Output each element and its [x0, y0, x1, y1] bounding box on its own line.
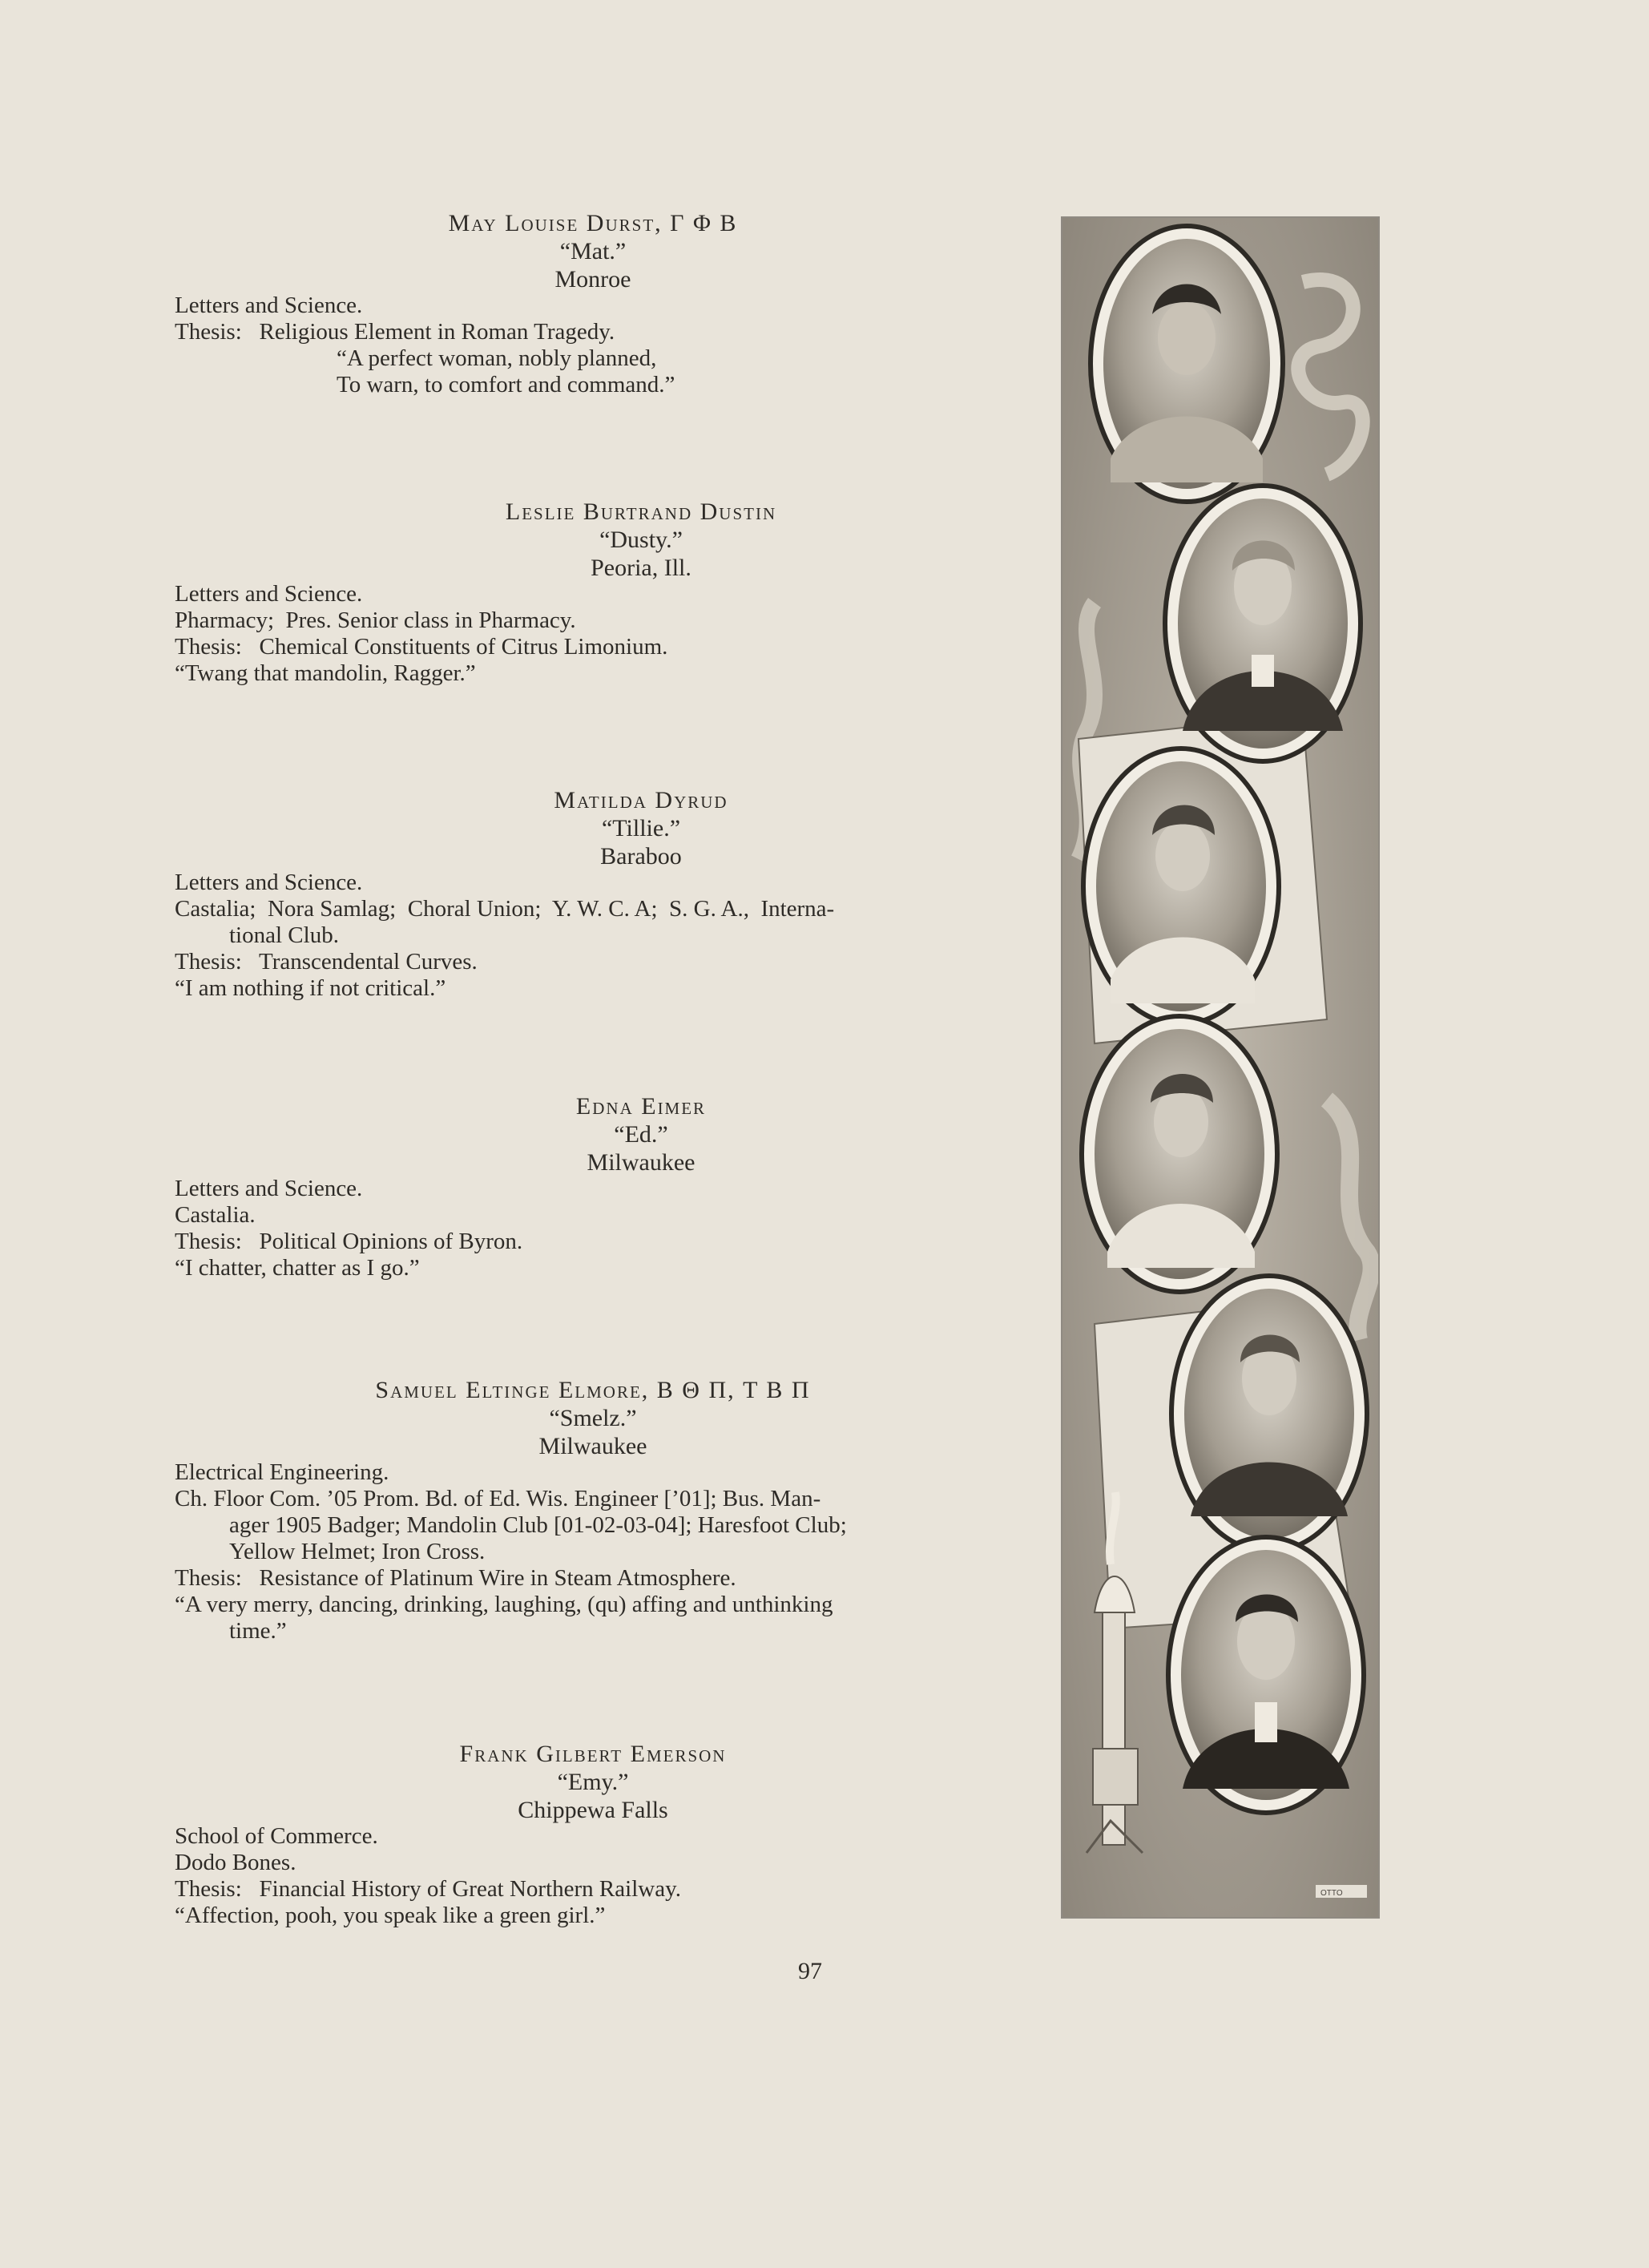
portrait-man-1 [1165, 486, 1361, 761]
entry-line: Pharmacy; Pres. Senior class in Pharmacy. [175, 607, 576, 633]
quote-line: “A perfect woman, nobly planned, [337, 345, 657, 371]
entry-line: Letters and Science. [175, 1176, 363, 1201]
page-number-text: 97 [798, 1958, 822, 1984]
entry-dyrud [175, 787, 1016, 1002]
entry-line: Letters and Science. [175, 293, 363, 318]
artist-signature: OTTO [1320, 1889, 1343, 1898]
nickname: “Dusty.” [599, 527, 683, 553]
nickname: “Tillie.” [601, 815, 681, 841]
student-name: Samuel Eltinge Elmore, B Θ Π, T B Π [375, 1377, 811, 1403]
quote-line: To warn, to comfort and command.” [337, 372, 675, 398]
student-name: Edna Eimer [575, 1093, 707, 1120]
student-name: Leslie Burtrand Dustin [505, 498, 777, 525]
entry-line: Thesis: Chemical Constituents of Citrus Limonium. [175, 634, 668, 660]
portrait-woman-1 [1091, 226, 1283, 502]
entry-line: Dodo Bones. [175, 1850, 296, 1875]
entry-line: “Twang that mandolin, Ragger.” [175, 660, 476, 686]
entry-header [175, 1741, 1011, 1823]
portrait-woman-2 [1083, 749, 1279, 1024]
portrait-strip-illustration [1062, 218, 1378, 1917]
nickname: “Ed.” [614, 1121, 668, 1148]
nickname: “Smelz.” [549, 1405, 637, 1431]
student-name: May Louise Durst, Γ Φ B [448, 210, 738, 236]
portrait-man-3 [1168, 1537, 1364, 1813]
entry-elmore [175, 1377, 1016, 1645]
portrait-man-2 [1171, 1276, 1367, 1552]
entry-header [175, 498, 1011, 581]
entry-dustin [175, 498, 1016, 687]
hometown: Milwaukee [538, 1433, 647, 1459]
entry-header [175, 787, 1011, 870]
entry-line: Castalia. [175, 1202, 256, 1228]
entry-header [175, 1377, 1011, 1459]
hometown: Monroe [554, 266, 631, 293]
entry-eimer [175, 1093, 1016, 1281]
hometown: Baraboo [600, 843, 682, 870]
entry-header [175, 210, 1011, 293]
entry-line-continued: ager 1905 Badger; Mandolin Club [01-02-03-04]; Haresfoot Club; [229, 1512, 847, 1538]
portrait-woman-3 [1082, 1016, 1277, 1292]
entry-line-continued: tional Club. [229, 922, 339, 948]
hometown: Peoria, Ill. [591, 555, 691, 581]
entry-line: Thesis: Religious Element in Roman Tragedy. [175, 319, 615, 345]
entry-line: “I chatter, chatter as I go.” [175, 1255, 420, 1281]
entry-line: Ch. Floor Com. ’05 Prom. Bd. of Ed. Wis. Engineer [’01]; Bus. Man- [175, 1486, 821, 1511]
entry-line: Thesis: Financial History of Great Northern Railway. [175, 1876, 681, 1902]
entry-line-continued: time.” [229, 1618, 287, 1644]
portrait-strip [1061, 216, 1380, 1919]
hometown: Chippewa Falls [518, 1797, 668, 1823]
entry-line: “I am nothing if not critical.” [175, 975, 446, 1001]
nickname: “Mat.” [559, 238, 627, 264]
entry-line: Thesis: Transcendental Curves. [175, 949, 478, 975]
entry-line: Electrical Engineering. [175, 1459, 389, 1485]
student-name: Matilda Dyrud [554, 787, 728, 813]
entry-line: Castalia; Nora Samlag; Choral Union; Y. W. C. A; S. G. A., Interna- [175, 896, 835, 922]
entry-line: School of Commerce. [175, 1823, 378, 1849]
student-name: Frank Gilbert Emerson [459, 1741, 727, 1767]
entry-line: Thesis: Resistance of Platinum Wire in Steam Atmosphere. [175, 1565, 736, 1591]
entry-emerson [175, 1741, 1016, 1929]
entry-line: Thesis: Political Opinions of Byron. [175, 1229, 523, 1254]
entry-line: Letters and Science. [175, 581, 363, 607]
entry-line-continued: Yellow Helmet; Iron Cross. [229, 1539, 486, 1564]
entry-line: “A very merry, dancing, drinking, laughing, (qu) affing and unthinking [175, 1592, 833, 1617]
entry-header [175, 1093, 1011, 1176]
hometown: Milwaukee [587, 1149, 695, 1176]
entry-line: “Affection, pooh, you speak like a green girl.” [175, 1903, 606, 1928]
nickname: “Emy.” [557, 1769, 629, 1795]
entry-durst [175, 210, 1016, 398]
entry-line: Letters and Science. [175, 870, 363, 895]
